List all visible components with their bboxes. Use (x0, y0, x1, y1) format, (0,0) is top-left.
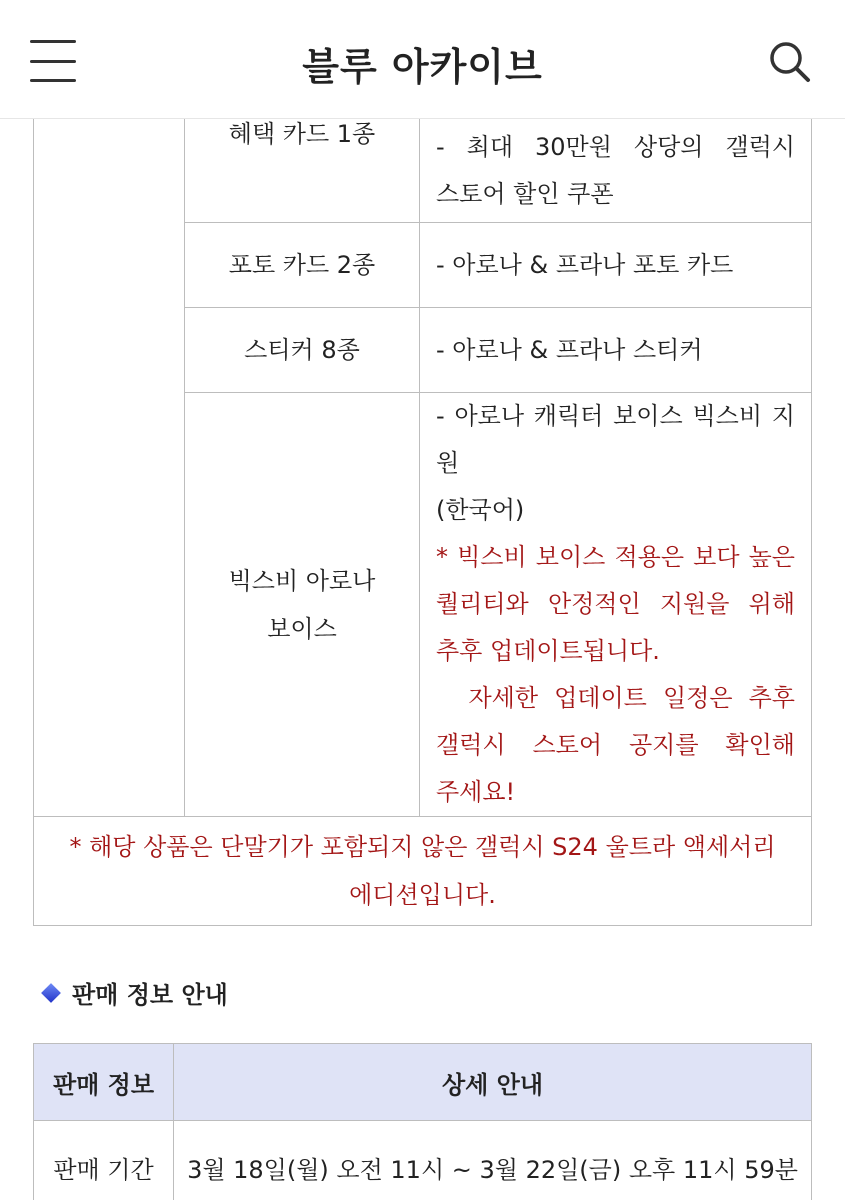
table-row (34, 817, 812, 926)
notice-line: 에디션입니다. (349, 881, 496, 909)
table-row (34, 119, 812, 223)
empty-category-cell (34, 119, 185, 817)
name-line: 보이스 (267, 614, 337, 643)
component-desc: - 아로나 & 프라나 스티커 (420, 308, 812, 393)
name-line: 빅스비 아로나 (228, 566, 376, 595)
component-desc (420, 119, 812, 223)
component-desc (420, 393, 812, 817)
component-name: 포토 카드 2종 (185, 223, 420, 308)
app-header (0, 0, 845, 119)
search-icon[interactable] (766, 38, 814, 86)
component-desc: - 아로나 & 프라나 포토 카드 (420, 223, 812, 308)
notice-line: 갤럭시 스토어 공지를 확인해 (436, 731, 795, 759)
article-content (0, 119, 845, 1200)
desc-line: - 최대 30만원 상당의 갤럭시 (436, 133, 795, 161)
page-title: 블루 아카이브 (302, 45, 543, 89)
section-heading (38, 975, 228, 1010)
notice-line: * 빅스비 보이스 적용은 보다 높은 (436, 543, 795, 571)
components-table (33, 119, 812, 926)
notice-line: * 해당 상품은 단말기가 포함되지 않은 갤럭시 S24 울트라 액세서리 (69, 833, 776, 861)
desc-line: - 아로나 캐릭터 보이스 빅스비 지원 (436, 402, 795, 477)
desc-line: (한국어) (436, 496, 525, 524)
column-header: 상세 안내 (174, 1044, 812, 1121)
sales-info-table (33, 1043, 812, 1200)
notice-line: 추후 업데이트됩니다. (436, 637, 660, 665)
notice-line: 자세한 업데이트 일정은 추후 (436, 684, 795, 712)
diamond-bullet-icon (41, 983, 61, 1003)
notice-line: 주세요! (436, 778, 516, 806)
table-cell: 3월 18일(월) 오전 11시 ~ 3월 22일(금) 오후 11시 59분 (174, 1121, 812, 1200)
column-header: 판매 정보 (34, 1044, 174, 1121)
component-name: 혜택 카드 1종 (185, 119, 420, 223)
component-name: 스티커 8종 (185, 308, 420, 393)
notice-line: 퀄리티와 안정적인 지원을 위해 (436, 590, 795, 618)
table-cell: 판매 기간 (34, 1121, 174, 1200)
desc-line: 스토어 할인 쿠폰 (436, 180, 614, 208)
component-name (185, 393, 420, 817)
edition-notice (34, 817, 812, 926)
section-heading-text: 판매 정보 안내 (72, 981, 228, 1009)
table-row (34, 1121, 812, 1200)
table-header-row (34, 1044, 812, 1121)
